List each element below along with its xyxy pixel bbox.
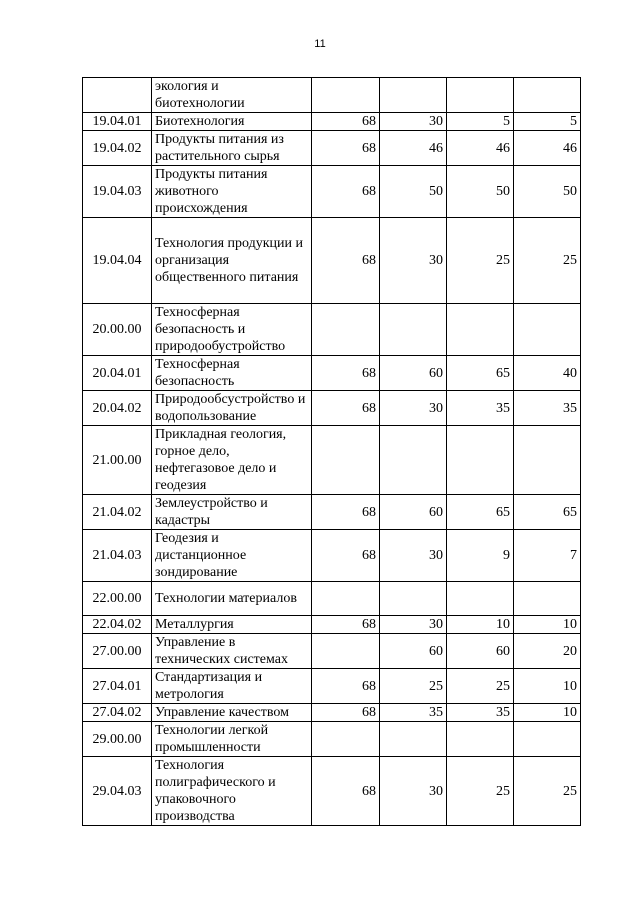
cell-value-1: 68 (312, 495, 380, 530)
cell-value-2 (380, 426, 447, 495)
cell-value-3: 5 (447, 113, 514, 131)
cell-value-1: 68 (312, 757, 380, 826)
table-row (83, 166, 581, 218)
cell-value-3: 9 (447, 530, 514, 582)
cell-value-4: 25 (514, 757, 581, 826)
programs-table (82, 77, 581, 826)
cell-name: Продукты питания животного происхождения (152, 166, 312, 218)
cell-value-3: 25 (447, 669, 514, 704)
cell-code: 21.04.03 (83, 530, 152, 582)
cell-value-1: 68 (312, 704, 380, 722)
cell-value-4: 5 (514, 113, 581, 131)
cell-name: Управление качеством (152, 704, 312, 722)
cell-code: 22.00.00 (83, 582, 152, 616)
cell-value-1 (312, 426, 380, 495)
cell-name: Технологии легкой промышленности (152, 722, 312, 757)
cell-value-3: 35 (447, 704, 514, 722)
cell-value-2: 25 (380, 669, 447, 704)
cell-value-4: 50 (514, 166, 581, 218)
cell-name: Технологии материалов (152, 582, 312, 616)
cell-value-4: 10 (514, 704, 581, 722)
cell-name: Стандартизация и метрология (152, 669, 312, 704)
table-row (83, 704, 581, 722)
cell-value-4: 40 (514, 356, 581, 391)
table-row (83, 757, 581, 826)
cell-name: Продукты питания из растительного сырья (152, 131, 312, 166)
cell-name: Управление в технических системах (152, 634, 312, 669)
table-row (83, 616, 581, 634)
cell-value-4 (514, 78, 581, 113)
cell-code: 21.04.02 (83, 495, 152, 530)
table-row (83, 634, 581, 669)
cell-name: Технология продукции и организация общественного питания (152, 218, 312, 304)
cell-value-3: 65 (447, 356, 514, 391)
cell-value-1 (312, 582, 380, 616)
cell-code: 19.04.02 (83, 131, 152, 166)
cell-value-1: 68 (312, 113, 380, 131)
cell-value-4: 10 (514, 616, 581, 634)
cell-value-1 (312, 722, 380, 757)
cell-value-1: 68 (312, 356, 380, 391)
cell-value-4 (514, 722, 581, 757)
cell-name: Техносферная безопасность и природообустройство (152, 304, 312, 356)
cell-value-2: 60 (380, 634, 447, 669)
cell-value-2: 30 (380, 113, 447, 131)
cell-value-3: 65 (447, 495, 514, 530)
cell-name: Геодезия и дистанционное зондирование (152, 530, 312, 582)
cell-value-2 (380, 722, 447, 757)
cell-value-3 (447, 78, 514, 113)
table-row (83, 218, 581, 304)
cell-value-2: 30 (380, 530, 447, 582)
cell-name: Технология полиграфического и упаковочного производства (152, 757, 312, 826)
cell-value-4: 20 (514, 634, 581, 669)
cell-value-4: 7 (514, 530, 581, 582)
cell-value-1 (312, 634, 380, 669)
cell-name: Техносферная безопасность (152, 356, 312, 391)
table-row (83, 391, 581, 426)
cell-value-2: 30 (380, 616, 447, 634)
table-row (83, 495, 581, 530)
table-row (83, 530, 581, 582)
cell-value-2: 30 (380, 218, 447, 304)
table-row (83, 722, 581, 757)
cell-value-4 (514, 582, 581, 616)
cell-code: 29.00.00 (83, 722, 152, 757)
cell-code: 19.04.01 (83, 113, 152, 131)
cell-name: экология и биотехнологии (152, 78, 312, 113)
cell-name: Прикладная геология, горное дело, нефтегазовое дело и геодезия (152, 426, 312, 495)
table-row (83, 669, 581, 704)
cell-code: 27.04.01 (83, 669, 152, 704)
cell-value-2: 35 (380, 704, 447, 722)
cell-value-1 (312, 304, 380, 356)
cell-value-2 (380, 582, 447, 616)
cell-value-3: 10 (447, 616, 514, 634)
cell-value-4: 65 (514, 495, 581, 530)
cell-value-4: 46 (514, 131, 581, 166)
cell-value-3 (447, 722, 514, 757)
cell-value-2: 46 (380, 131, 447, 166)
cell-code: 20.00.00 (83, 304, 152, 356)
cell-value-1: 68 (312, 131, 380, 166)
cell-value-1: 68 (312, 391, 380, 426)
cell-name: Природообсустройство и водопользование (152, 391, 312, 426)
cell-value-4: 35 (514, 391, 581, 426)
cell-code (83, 78, 152, 113)
cell-value-2: 30 (380, 757, 447, 826)
cell-code: 29.04.03 (83, 757, 152, 826)
cell-code: 19.04.03 (83, 166, 152, 218)
cell-value-2: 60 (380, 495, 447, 530)
cell-value-3: 35 (447, 391, 514, 426)
cell-value-1: 68 (312, 530, 380, 582)
cell-value-4: 10 (514, 669, 581, 704)
cell-value-3: 60 (447, 634, 514, 669)
cell-code: 27.00.00 (83, 634, 152, 669)
cell-code: 22.04.02 (83, 616, 152, 634)
cell-code: 20.04.02 (83, 391, 152, 426)
cell-value-3: 46 (447, 131, 514, 166)
cell-name: Металлургия (152, 616, 312, 634)
cell-value-3 (447, 582, 514, 616)
table-row (83, 78, 581, 113)
cell-value-1 (312, 78, 380, 113)
cell-value-1: 68 (312, 616, 380, 634)
cell-code: 19.04.04 (83, 218, 152, 304)
table-row (83, 113, 581, 131)
cell-code: 27.04.02 (83, 704, 152, 722)
cell-value-1: 68 (312, 166, 380, 218)
cell-value-3: 25 (447, 757, 514, 826)
table-row (83, 426, 581, 495)
cell-value-2 (380, 78, 447, 113)
cell-value-2 (380, 304, 447, 356)
cell-value-3: 50 (447, 166, 514, 218)
cell-value-3 (447, 426, 514, 495)
table-row (83, 304, 581, 356)
cell-code: 20.04.01 (83, 356, 152, 391)
cell-code: 21.00.00 (83, 426, 152, 495)
cell-value-1: 68 (312, 669, 380, 704)
table-row (83, 356, 581, 391)
cell-name: Биотехнология (152, 113, 312, 131)
cell-name: Землеустройство и кадастры (152, 495, 312, 530)
cell-value-4: 25 (514, 218, 581, 304)
page-number: 11 (314, 38, 326, 50)
cell-value-2: 30 (380, 391, 447, 426)
cell-value-4 (514, 426, 581, 495)
cell-value-4 (514, 304, 581, 356)
cell-value-3: 25 (447, 218, 514, 304)
cell-value-2: 60 (380, 356, 447, 391)
table-row (83, 131, 581, 166)
cell-value-3 (447, 304, 514, 356)
table-row (83, 582, 581, 616)
cell-value-2: 50 (380, 166, 447, 218)
cell-value-1: 68 (312, 218, 380, 304)
